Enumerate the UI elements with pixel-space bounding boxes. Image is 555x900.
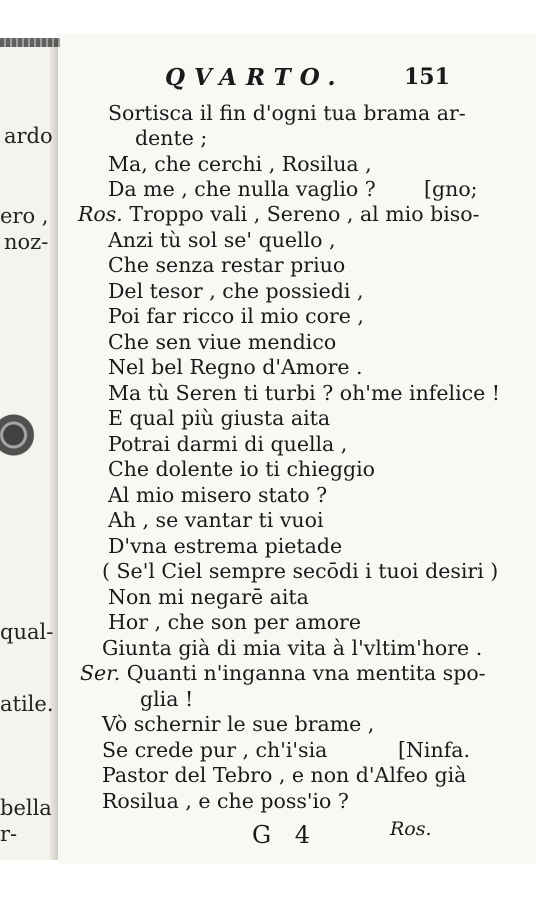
verse-line: glia ! xyxy=(140,687,194,711)
verse-line: Sortisca il fin d'ogni tua brama ar- xyxy=(108,101,466,125)
verse-line: Ma tù Seren ti turbi ? oh'me infelice ! xyxy=(108,381,500,405)
verse-line: Ser. Quanti n'inganna vna mentita spo- xyxy=(80,661,486,685)
catchword: Ros. xyxy=(390,818,432,840)
verse-line: Non mi negarē aita xyxy=(108,585,309,609)
running-head: QVARTO. xyxy=(165,64,345,91)
turnover-text: [Ninfa. xyxy=(398,738,471,762)
verse-line: Anzi tù sol se' quello , xyxy=(108,228,336,252)
left-fragment: qual- xyxy=(0,620,54,644)
verse-line: Ros. Troppo vali , Sereno , al mio biso- xyxy=(78,202,480,226)
verse-line: ( Se'l Ciel sempre secōdi i tuoi desiri ) xyxy=(102,559,499,583)
verse-line: Ma, che cerchi , Rosilua , xyxy=(108,152,372,176)
verse-line: Giunta già di mia vita à l'vltim'hore . xyxy=(102,636,483,660)
left-fragment: noz- xyxy=(4,230,49,254)
verse-line: dente ; xyxy=(135,126,208,150)
page-number: 151 xyxy=(404,64,450,90)
left-fragment: atile. xyxy=(0,692,54,716)
verse-line: D'vna estrema pietade xyxy=(108,534,343,558)
verse-line: E qual più giusta aita xyxy=(108,406,331,430)
verse-line: Hor , che son per amore xyxy=(108,610,361,634)
verse-line: Se crede pur , ch'i'sia xyxy=(102,738,328,762)
ornament-band xyxy=(0,38,60,47)
verse-line: Del tesor , che possiedi , xyxy=(108,279,364,303)
verse-line: Che dolente io ti chieggio xyxy=(108,457,376,481)
verse-line: Al mio misero stato ? xyxy=(108,483,328,507)
verse-line: Ah , se vantar ti vuoi xyxy=(108,508,324,532)
left-fragment: ero , xyxy=(0,204,49,228)
left-fragment: ardo xyxy=(4,124,53,148)
speaker-label: Ros. xyxy=(78,202,123,226)
verse-line: Che senza restar priuo xyxy=(108,253,346,277)
verse-line: Da me , che nulla vaglio ? xyxy=(108,177,376,201)
verse-line: Poi far ricco il mio core , xyxy=(108,304,364,328)
speaker-label: Ser. xyxy=(80,661,121,685)
verse-line: Nel bel Regno d'Amore . xyxy=(108,355,363,379)
left-fragment: r- xyxy=(0,822,18,846)
turnover-text: [gno; xyxy=(424,177,478,201)
signature-mark: G 4 xyxy=(252,821,319,849)
verse-line: Potrai darmi di quella , xyxy=(108,432,348,456)
verse-line: Che sen viue mendico xyxy=(108,330,337,354)
verse-line: Pastor del Tebro , e non d'Alfeo già xyxy=(102,763,467,787)
left-fragment: bella xyxy=(0,796,52,820)
verse-line: Vò schernir le sue brame , xyxy=(102,712,375,736)
verse-line: Rosilua , e che poss'io ? xyxy=(102,789,349,813)
